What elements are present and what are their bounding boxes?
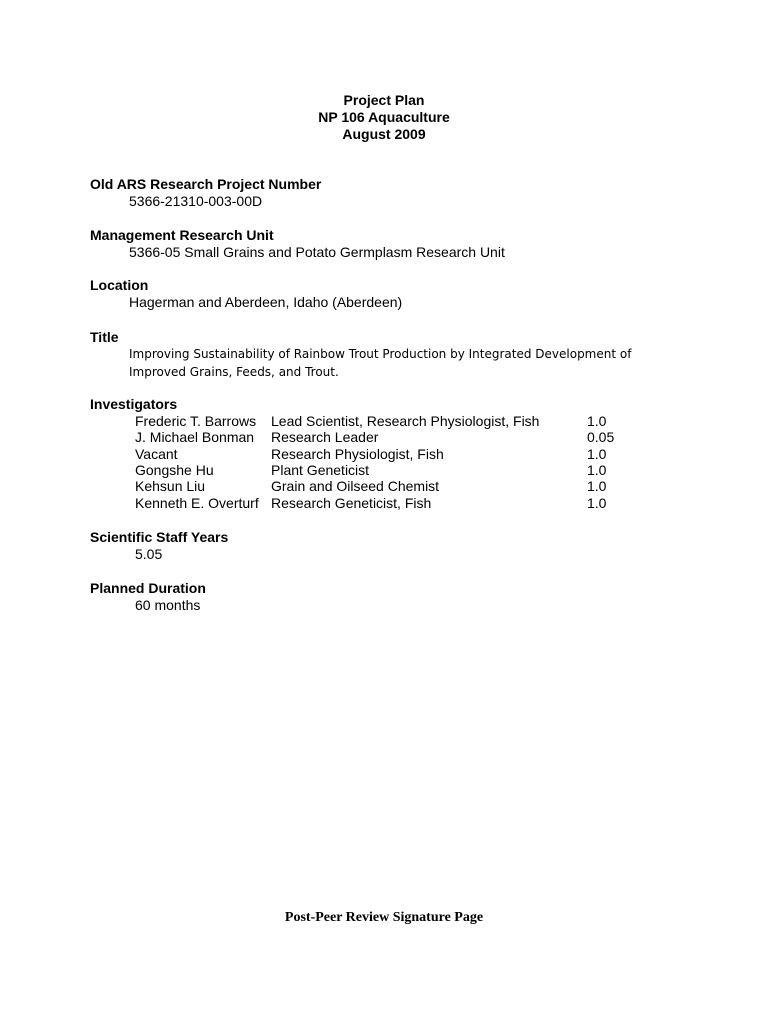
investigator-name: Kenneth E. Overturf (135, 494, 259, 511)
title-value: Improving Sustainability of Rainbow Trout Production by Integrated Development of Improved Grains, Feeds, and Trout. (129, 347, 632, 379)
investigator-staff-years: 0.05 (587, 429, 615, 446)
planned-duration-label: Planned Duration (90, 580, 206, 596)
doc-header-program: NP 106 Aquaculture (318, 109, 450, 125)
investigator-name: Frederic T. Barrows (135, 413, 257, 429)
old-project-number-label: Old ARS Research Project Number (90, 176, 322, 192)
title-label: Title (90, 329, 119, 345)
staff-years-label: Scientific Staff Years (90, 529, 229, 545)
investigator-role: Lead Scientist, Research Physiologist, Fish (271, 413, 540, 429)
investigator-role: Plant Geneticist (271, 461, 370, 478)
signature-page-heading: Post-Peer Review Signature Page (284, 910, 484, 925)
doc-header-date: August 2009 (342, 126, 426, 142)
investigator-staff-years: 1.0 (587, 478, 607, 495)
investigator-name: J. Michael Bonman (135, 429, 255, 446)
old-project-number-value: 5366-21310-003-00D (129, 193, 263, 209)
management-unit-label: Management Research Unit (90, 227, 274, 243)
investigators-label: Investigators (90, 396, 178, 412)
investigator-staff-years: 1.0 (587, 445, 607, 462)
location-value: Hagerman and Aberdeen, Idaho (Aberdeen) (129, 294, 403, 310)
doc-header-title: Project Plan (343, 92, 425, 108)
investigator-staff-years: 1.0 (587, 413, 607, 429)
investigator-name: Gongshe Hu (135, 461, 214, 478)
management-unit-value: 5366-05 Small Grains and Potato Germplasm Research Unit (129, 244, 505, 260)
location-label: Location (90, 277, 149, 293)
investigator-staff-years: 1.0 (587, 494, 607, 511)
investigator-role: Research Leader (271, 429, 379, 446)
planned-duration-value: 60 months (135, 597, 201, 613)
investigator-staff-years: 1.0 (587, 461, 607, 478)
staff-years-value: 5.05 (135, 546, 163, 562)
investigator-name: Vacant (135, 445, 178, 462)
investigator-role: Research Geneticist, Fish (271, 494, 432, 511)
investigator-role: Research Physiologist, Fish (271, 445, 444, 462)
investigator-name: Kehsun Liu (135, 478, 206, 495)
investigator-role: Grain and Oilseed Chemist (271, 478, 440, 495)
